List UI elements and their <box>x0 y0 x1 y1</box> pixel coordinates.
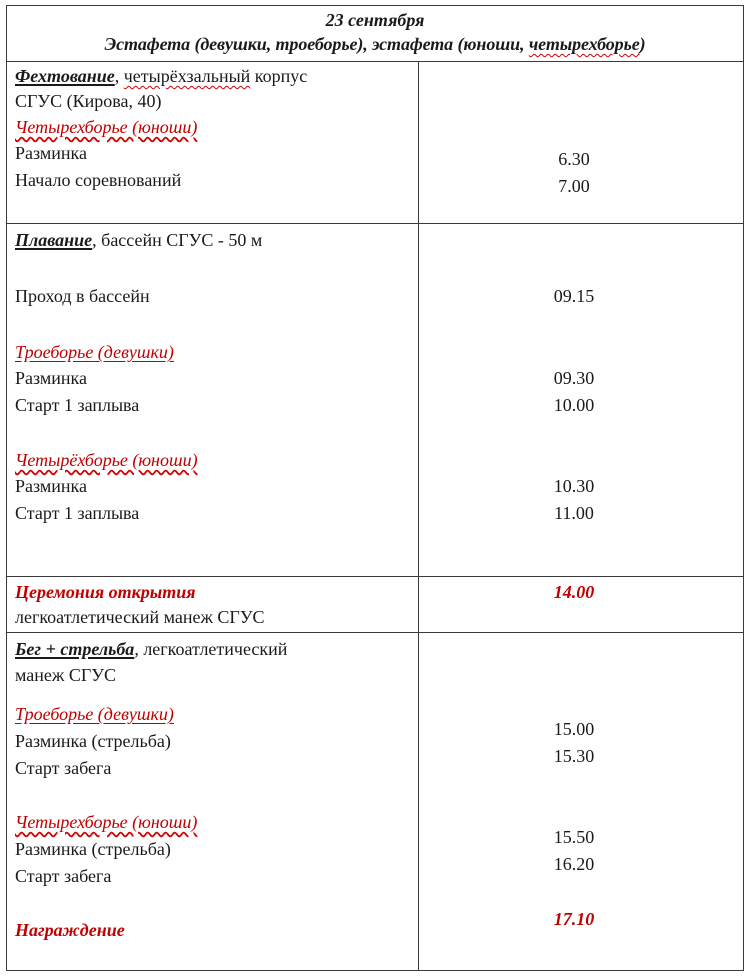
ceremony-time-cell <box>419 577 743 632</box>
swimming-item-time: 10.00 <box>553 395 595 415</box>
swimming-entry-label: Проход в бассейн <box>15 286 150 306</box>
run-shoot-category-label: Четырехборье (юноши) <box>15 812 198 832</box>
fencing-venue-line2: СГУС (Кирова, 40) <box>15 91 162 111</box>
run-shoot-category <box>15 703 174 725</box>
swimming-venue: , бассейн СГУС - 50 м <box>92 230 263 250</box>
swimming-item-time: 11.00 <box>554 503 594 523</box>
fencing-venue-rest: корпус <box>250 66 308 86</box>
run-shoot-item-time: 16.20 <box>553 854 595 874</box>
date-heading: 23 сентября <box>325 10 425 30</box>
swimming-item-label: Старт 1 заплыва <box>15 503 140 523</box>
fencing-venue-line <box>15 65 307 87</box>
fencing-sport-title: Фехтование <box>15 66 115 86</box>
award-label: Награждение <box>15 920 125 940</box>
run-shoot-venue: , легкоатлетический <box>134 639 288 659</box>
ceremony-title-text: Церемония открытия <box>15 582 196 602</box>
fencing-item-label: Разминка <box>15 143 87 163</box>
run-shoot-details-cell <box>7 633 419 970</box>
fencing-times-cell <box>419 62 743 223</box>
run-shoot-item-time: 15.50 <box>553 827 595 847</box>
run-shoot-category <box>15 811 197 833</box>
fencing-item-time: 7.00 <box>558 176 590 196</box>
row-ceremony <box>7 577 743 633</box>
fencing-item-time: 6.30 <box>558 149 590 169</box>
run-shoot-item-label: Старт забега <box>15 866 112 886</box>
swimming-category <box>15 449 198 471</box>
swimming-item-time: 09.30 <box>553 368 595 388</box>
swimming-category-label: Троеборье (девушки) <box>15 342 174 362</box>
run-shoot-venue-line <box>15 638 287 660</box>
events-heading <box>7 32 743 56</box>
schedule-header <box>7 6 743 62</box>
row-swimming <box>7 224 743 577</box>
fencing-category-label: Четырехборье (юноши) <box>15 117 198 137</box>
schedule-table <box>6 5 744 971</box>
run-shoot-item-label: Разминка (стрельба) <box>15 731 171 751</box>
ceremony-title <box>15 581 196 603</box>
fencing-details-cell <box>7 62 419 223</box>
swimming-item-label: Разминка <box>15 368 87 388</box>
run-shoot-item-time: 15.00 <box>553 719 595 739</box>
row-fencing <box>7 62 743 224</box>
fencing-venue-sep: , <box>114 66 124 86</box>
swimming-entry-time: 09.15 <box>553 286 595 306</box>
run-shoot-sport-title: Бег + стрельба <box>15 639 135 659</box>
run-shoot-item-time: 15.30 <box>553 746 595 766</box>
ceremony-details-cell <box>7 577 419 632</box>
swimming-item-time: 10.30 <box>553 476 595 496</box>
swimming-item-label: Старт 1 заплыва <box>15 395 140 415</box>
fencing-item-label: Начало соревнований <box>15 170 182 190</box>
run-shoot-category-label: Троеборье (девушки) <box>15 704 174 724</box>
events-heading-spellcheck-word: четырехборье <box>528 34 640 54</box>
swimming-venue-line <box>15 229 262 251</box>
swimming-details-cell <box>7 224 419 576</box>
ceremony-time: 14.00 <box>553 582 595 602</box>
fencing-venue-spellcheck-word: четырёхзальный <box>123 66 251 86</box>
ceremony-venue: легкоатлетический манеж СГУС <box>15 607 265 627</box>
swimming-item-label: Разминка <box>15 476 87 496</box>
row-run-shoot <box>7 633 743 970</box>
swimming-sport-title: Плавание <box>15 230 93 250</box>
swimming-category-label: Четырёхборье (юноши) <box>15 450 198 470</box>
award-line <box>15 919 125 941</box>
run-shoot-item-label: Старт забега <box>15 758 112 778</box>
run-shoot-venue-line2: манеж СГУС <box>15 665 116 685</box>
run-shoot-times-cell <box>419 633 743 970</box>
events-heading-text: Эстафета (девушки, троеборье), эстафета (юноши, <box>104 34 529 54</box>
run-shoot-item-label: Разминка (стрельба) <box>15 839 171 859</box>
award-time: 17.10 <box>553 909 595 929</box>
swimming-category <box>15 341 174 363</box>
swimming-times-cell <box>419 224 743 576</box>
events-heading-suffix: ) <box>639 34 646 54</box>
fencing-category <box>15 116 197 138</box>
